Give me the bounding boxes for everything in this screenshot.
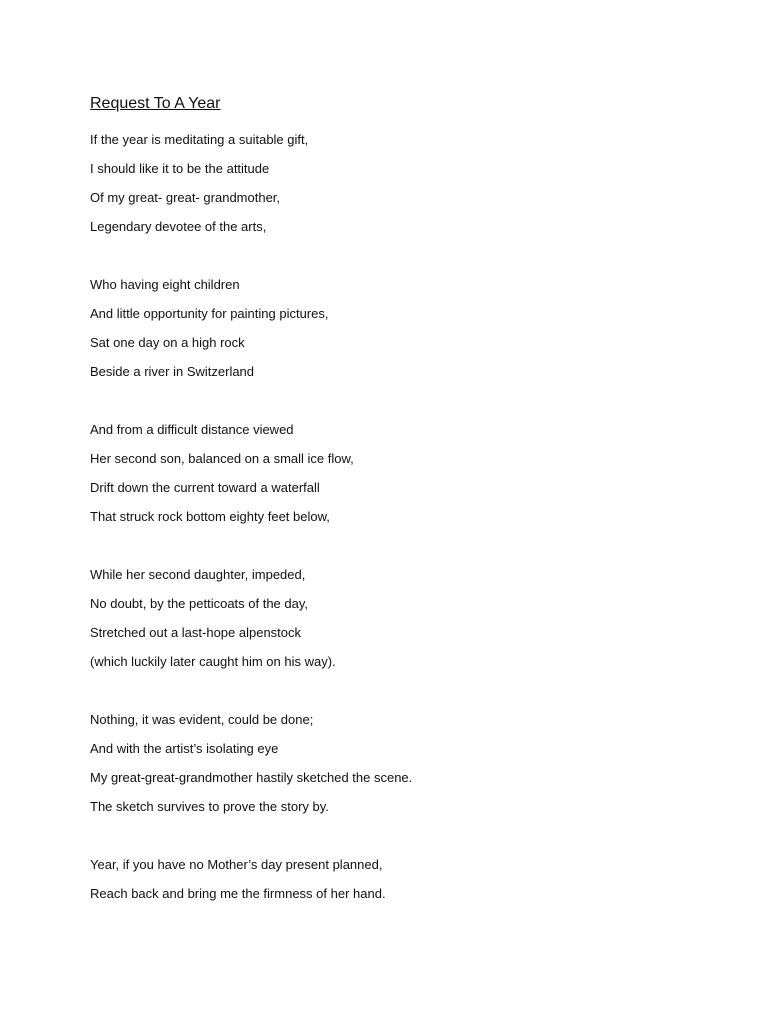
stanza xyxy=(90,560,690,676)
poem-line: Sat one day on a high rock xyxy=(90,335,245,350)
poem-title: Request To A Year xyxy=(90,95,221,112)
poem xyxy=(90,94,690,937)
poem-line: If the year is meditating a suitable gift, xyxy=(90,132,309,147)
poem-line: Legendary devotee of the arts, xyxy=(90,219,267,234)
poem-line: (which luckily later caught him on his way). xyxy=(90,654,336,669)
poem-line: That struck rock bottom eighty feet below, xyxy=(90,509,330,524)
poem-line: Reach back and bring me the firmness of her hand. xyxy=(90,886,386,901)
poem-line: Year, if you have no Mother’s day present planned, xyxy=(90,857,383,872)
poem-line: Beside a river in Switzerland xyxy=(90,364,255,379)
stanza xyxy=(90,705,690,821)
poem-line: And with the artist’s isolating eye xyxy=(90,741,279,756)
stanza xyxy=(90,415,690,531)
poem-line: Drift down the current toward a waterfall xyxy=(90,480,320,495)
poem-line: And from a difficult distance viewed xyxy=(90,422,294,437)
poem-line: And little opportunity for painting pictures, xyxy=(90,306,329,321)
poem-line: Of my great- great- grandmother, xyxy=(90,190,281,205)
poem-line: Who having eight children xyxy=(90,277,240,292)
poem-line: My great-great-grandmother hastily sketched the scene. xyxy=(90,770,413,785)
poem-line: While her second daughter, impeded, xyxy=(90,567,306,582)
stanza xyxy=(90,270,690,386)
poem-line: The sketch survives to prove the story by. xyxy=(90,799,329,814)
poem-line: I should like it to be the attitude xyxy=(90,161,270,176)
poem-line: Stretched out a last-hope alpenstock xyxy=(90,625,302,640)
stanza xyxy=(90,850,690,908)
stanza xyxy=(90,125,690,241)
poem-line: Her second son, balanced on a small ice flow, xyxy=(90,451,354,466)
poem-line: Nothing, it was evident, could be done; xyxy=(90,712,314,727)
poem-line: No doubt, by the petticoats of the day, xyxy=(90,596,309,611)
